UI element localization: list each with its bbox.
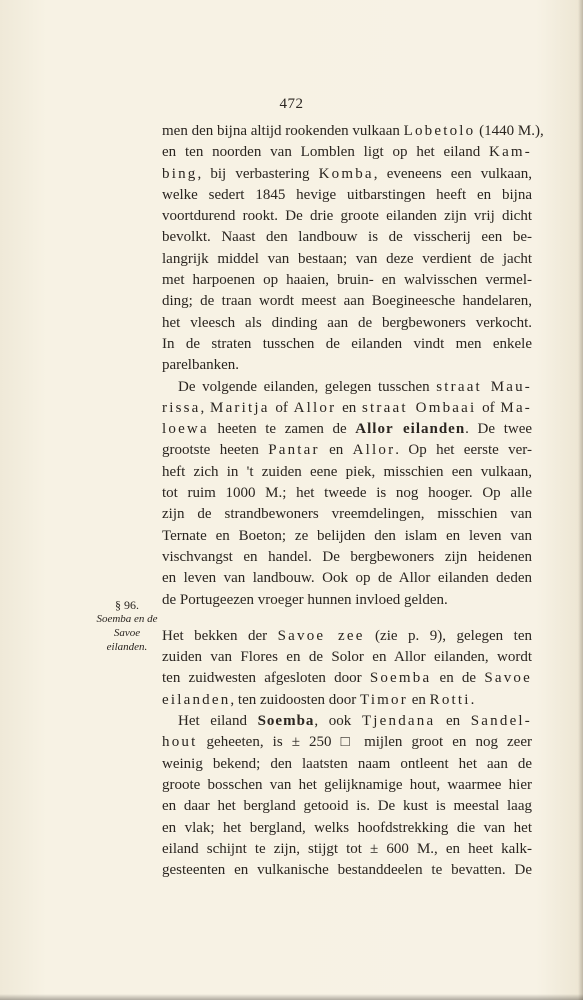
text-line: tot ruim 1000 M.; het tweede is nog hooger. Op alle [162,485,532,502]
text-line: en vlak; het bergland, welks hoofdstrekking die van het [162,819,532,836]
text-line: en ten noorden van Lomblen ligt op het eiland Kam- [162,144,532,161]
text-line: Het bekken der Savoe zee (zie p. 9), gelegen ten [162,627,532,644]
text-line: Ternate en Boeton; ze belijden den islam en leven van [162,527,532,544]
page-edge-shadow [0,994,583,1000]
text-line: en daar het bergland getooid is. De kust is meestal laag [162,798,532,815]
text-line: gesteenten en vulkanische bestanddeelen te bevatten. De [162,862,532,879]
paragraph [162,121,544,377]
text-line: groote bosschen van het gelijknamige hout, waarmee hier [162,776,532,793]
paragraph [162,377,532,611]
text-line: Het eiland Soemba, ook Tjendana en Sandel- [178,713,532,730]
text-line: het vleesch als dinding aan de bergbewoners verkocht. [162,314,532,331]
text-line: de Portugeezen vroeger hunnen invloed gelden. [162,591,448,608]
margin-note [86,598,168,654]
paragraph [162,711,532,881]
text-line: De volgende eilanden, gelegen tusschen straat Mau- [178,378,532,395]
text-line: weinig bekend; den laatsten naam ontleent het aan de [162,755,532,772]
text-line: voortdurend rookt. De drie groote eilanden zijn vrij dicht [162,208,532,225]
text-line: eilanden, ten zuidoosten door Timor en Rotti. [162,691,475,708]
text-line: met harpoenen op haaien, bruin- en walvisschen vermel- [162,272,532,289]
margin-note-line: Savoe [113,627,141,639]
body-text [162,121,544,881]
paragraph [162,626,532,711]
text-line: loewa heeten te zamen de Allor eilanden. De twee [162,421,533,438]
text-line: en leven van landbouw. Ook op de Allor eilanden deden [162,570,532,587]
text-line: parelbanken. [162,357,240,374]
text-line: zijn de strandbewoners vreemdelingen, misschien van [162,506,532,523]
margin-note-line: Soemba en de [96,613,158,625]
text-line: heft zich in 't zuiden eene piek, misschien een vulkaan, [162,463,532,480]
paragraph-gap [162,611,532,626]
text-line: bevolkt. Naast den landbouw is de visscherij een be- [162,229,532,246]
text-line: ten zuidwesten afgesloten door Soemba en de Savoe [162,670,532,687]
section-number: § 96. [115,598,139,612]
text-line: welke sedert 1845 hevige uitbarstingen heeft en bijna [162,186,532,203]
text-line: eiland schijnt te zijn, stijgt tot ± 600 M., en heet kalk- [162,840,532,857]
text-line: men den bijna altijd rookenden vulkaan Lobetolo (1440 M.), [162,123,544,139]
text-line: grootste heeten Pantar en Allor. Op het eerste ver- [162,442,532,459]
text-line: vischvangst en handel. De bergbewoners zijn heidenen [162,548,532,565]
text-line: In de straten tusschen de eilanden vindt men enkele [162,335,532,352]
text-line: zuiden van Flores en de Solor en Allor eilanden, wordt [162,649,532,666]
margin-note-line: eilanden. [106,641,148,653]
page-edge-shadow [578,0,583,1000]
page-number: 472 [279,96,304,112]
text-line: langrijk middel van bestaan; van deze verdient de jacht [162,250,532,267]
text-line: bing, bij verbastering Komba, eveneens een vulkaan, [162,165,532,182]
text-line: rissa, Maritja of Allor en straat Ombaai of Ma- [162,399,532,416]
text-line: ding; de traan wordt meest aan Boegineesche handelaren, [162,293,532,310]
text-line: hout geheeten, is ± 250 □ mijlen groot en nog zeer [162,734,532,751]
